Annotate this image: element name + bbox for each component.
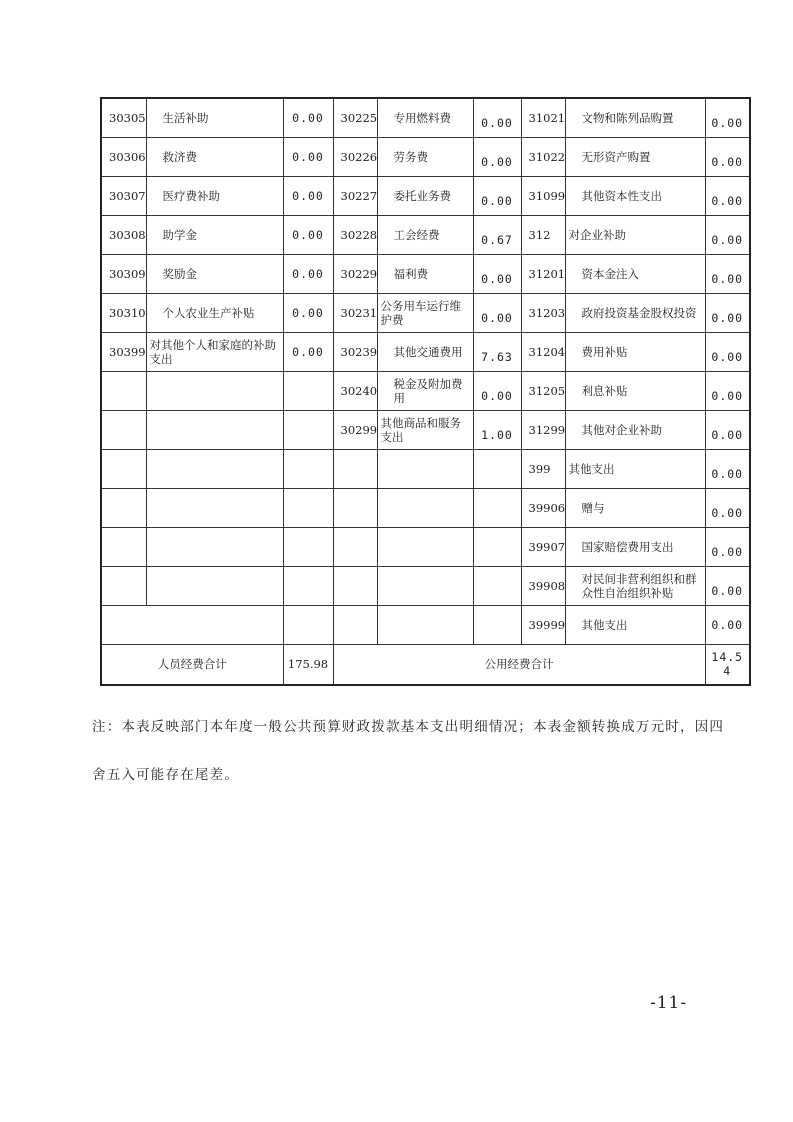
table-row <box>101 410 750 449</box>
code-cell: 30305 <box>101 98 146 137</box>
code-cell <box>101 566 146 605</box>
code-cell: 39907 <box>521 527 565 566</box>
name-cell: 福利费 <box>377 254 473 293</box>
amount-cell: 0.00 <box>283 176 333 215</box>
amount-cell <box>283 566 333 605</box>
table-row <box>101 176 750 215</box>
code-cell: 30225 <box>333 98 377 137</box>
amount-cell <box>283 488 333 527</box>
name-cell <box>146 488 283 527</box>
code-cell: 30226 <box>333 137 377 176</box>
table-row <box>101 215 750 254</box>
name-cell <box>146 371 283 410</box>
name-cell <box>377 488 473 527</box>
page-number: -11- <box>650 993 688 1013</box>
code-cell <box>101 488 146 527</box>
code-cell <box>101 449 146 488</box>
amount-cell <box>473 527 521 566</box>
name-cell <box>146 449 283 488</box>
blank-cell <box>283 605 333 644</box>
name-cell: 国家赔偿费用支出 <box>565 527 705 566</box>
code-cell <box>101 410 146 449</box>
amount-cell: 0.00 <box>705 98 750 137</box>
name-cell: 对企业补助 <box>565 215 705 254</box>
code-cell: 30310 <box>101 293 146 332</box>
amount-cell: 0.00 <box>473 137 521 176</box>
amount-cell: 1.00 <box>473 410 521 449</box>
name-cell: 专用燃料费 <box>377 98 473 137</box>
amount-cell: 0.00 <box>473 98 521 137</box>
public-total-value: 14.54 <box>705 644 750 685</box>
code-cell: 31205 <box>521 371 565 410</box>
name-cell: 利息补贴 <box>565 371 705 410</box>
name-cell <box>377 527 473 566</box>
name-cell: 对民间非营利组织和群众性自治组织补贴 <box>565 566 705 605</box>
code-cell: 39999 <box>521 605 565 644</box>
name-cell: 赠与 <box>565 488 705 527</box>
table-row <box>101 254 750 293</box>
amount-cell: 0.00 <box>473 254 521 293</box>
name-cell: 公务用车运行维护费 <box>377 293 473 332</box>
name-cell: 助学金 <box>146 215 283 254</box>
code-cell: 30307 <box>101 176 146 215</box>
name-cell <box>146 566 283 605</box>
amount-cell: 0.00 <box>705 293 750 332</box>
code-cell: 30239 <box>333 332 377 371</box>
amount-cell: 0.00 <box>705 371 750 410</box>
code-cell: 30309 <box>101 254 146 293</box>
table-row <box>101 98 750 137</box>
name-cell <box>146 410 283 449</box>
code-cell: 30299 <box>333 410 377 449</box>
table-row <box>101 605 750 644</box>
amount-cell: 0.00 <box>705 566 750 605</box>
amount-cell: 0.00 <box>705 449 750 488</box>
expenditure-detail-table <box>100 97 751 686</box>
code-cell <box>333 566 377 605</box>
name-cell: 其他资本性支出 <box>565 176 705 215</box>
name-cell: 政府投资基金股权投资 <box>565 293 705 332</box>
amount-cell <box>473 449 521 488</box>
code-cell: 31203 <box>521 293 565 332</box>
code-cell: 30231 <box>333 293 377 332</box>
code-cell: 30308 <box>101 215 146 254</box>
name-cell: 救济费 <box>146 137 283 176</box>
code-cell: 39908 <box>521 566 565 605</box>
name-cell <box>377 449 473 488</box>
name-cell: 其他支出 <box>565 605 705 644</box>
name-cell: 文物和陈列品购置 <box>565 98 705 137</box>
name-cell: 其他对企业补助 <box>565 410 705 449</box>
table-footnote <box>92 703 732 799</box>
amount-cell: 0.00 <box>473 371 521 410</box>
code-cell <box>101 371 146 410</box>
code-cell: 31201 <box>521 254 565 293</box>
code-cell: 31099 <box>521 176 565 215</box>
name-cell: 生活补助 <box>146 98 283 137</box>
name-cell: 对其他个人和家庭的补助支出 <box>146 332 283 371</box>
amount-cell <box>473 488 521 527</box>
blank-cell <box>101 605 283 644</box>
amount-cell: 0.67 <box>473 215 521 254</box>
amount-cell: 0.00 <box>473 176 521 215</box>
personnel-total-value: 175.98 <box>283 644 333 685</box>
code-cell <box>333 449 377 488</box>
blank-cell <box>473 605 521 644</box>
code-cell: 30228 <box>333 215 377 254</box>
code-cell: 30399 <box>101 332 146 371</box>
table-row <box>101 488 750 527</box>
table-row <box>101 371 750 410</box>
table-row <box>101 527 750 566</box>
amount-cell <box>283 449 333 488</box>
name-cell: 其他支出 <box>565 449 705 488</box>
blank-cell <box>333 605 377 644</box>
name-cell: 无形资产购置 <box>565 137 705 176</box>
code-cell <box>333 488 377 527</box>
amount-cell <box>473 566 521 605</box>
amount-cell: 0.00 <box>283 293 333 332</box>
name-cell <box>146 527 283 566</box>
code-cell: 30306 <box>101 137 146 176</box>
blank-cell <box>377 605 473 644</box>
amount-cell: 0.00 <box>705 215 750 254</box>
amount-cell <box>283 410 333 449</box>
totals-row <box>101 644 750 685</box>
table-row <box>101 449 750 488</box>
amount-cell: 0.00 <box>283 98 333 137</box>
table-row <box>101 566 750 605</box>
name-cell: 其他交通费用 <box>377 332 473 371</box>
amount-cell: 0.00 <box>705 410 750 449</box>
name-cell: 医疗费补助 <box>146 176 283 215</box>
amount-cell <box>283 371 333 410</box>
amount-cell: 7.63 <box>473 332 521 371</box>
name-cell: 劳务费 <box>377 137 473 176</box>
code-cell: 31021 <box>521 98 565 137</box>
code-cell: 31204 <box>521 332 565 371</box>
table-row <box>101 137 750 176</box>
public-total-label: 公用经费合计 <box>333 644 705 685</box>
name-cell: 其他商品和服务支出 <box>377 410 473 449</box>
table-body <box>101 98 750 685</box>
table-row <box>101 332 750 371</box>
code-cell <box>333 527 377 566</box>
name-cell <box>377 566 473 605</box>
amount-cell: 0.00 <box>705 254 750 293</box>
personnel-total-label: 人员经费合计 <box>101 644 283 685</box>
code-cell: 399 <box>521 449 565 488</box>
code-cell: 30227 <box>333 176 377 215</box>
code-cell: 312 <box>521 215 565 254</box>
amount-cell: 0.00 <box>705 137 750 176</box>
footnote-line-1: 注：本表反映部门本年度一般公共预算财政拨款基本支出明细情况；本表金额转换成万元时，因四 <box>92 719 725 735</box>
name-cell: 工会经费 <box>377 215 473 254</box>
amount-cell: 0.00 <box>705 176 750 215</box>
amount-cell: 0.00 <box>283 332 333 371</box>
name-cell: 奖励金 <box>146 254 283 293</box>
code-cell: 30229 <box>333 254 377 293</box>
amount-cell: 0.00 <box>705 527 750 566</box>
code-cell: 31299 <box>521 410 565 449</box>
name-cell: 个人农业生产补贴 <box>146 293 283 332</box>
code-cell: 31022 <box>521 137 565 176</box>
footnote-line-2: 舍五入可能存在尾差。 <box>92 767 239 783</box>
name-cell: 税金及附加费用 <box>377 371 473 410</box>
name-cell: 委托业务费 <box>377 176 473 215</box>
table-row <box>101 293 750 332</box>
code-cell: 39906 <box>521 488 565 527</box>
amount-cell: 0.00 <box>705 605 750 644</box>
name-cell: 资本金注入 <box>565 254 705 293</box>
code-cell: 30240 <box>333 371 377 410</box>
amount-cell: 0.00 <box>473 293 521 332</box>
amount-cell: 0.00 <box>283 137 333 176</box>
amount-cell: 0.00 <box>283 254 333 293</box>
amount-cell: 0.00 <box>283 215 333 254</box>
code-cell <box>101 527 146 566</box>
name-cell: 费用补贴 <box>565 332 705 371</box>
amount-cell: 0.00 <box>705 488 750 527</box>
amount-cell <box>283 527 333 566</box>
amount-cell: 0.00 <box>705 332 750 371</box>
